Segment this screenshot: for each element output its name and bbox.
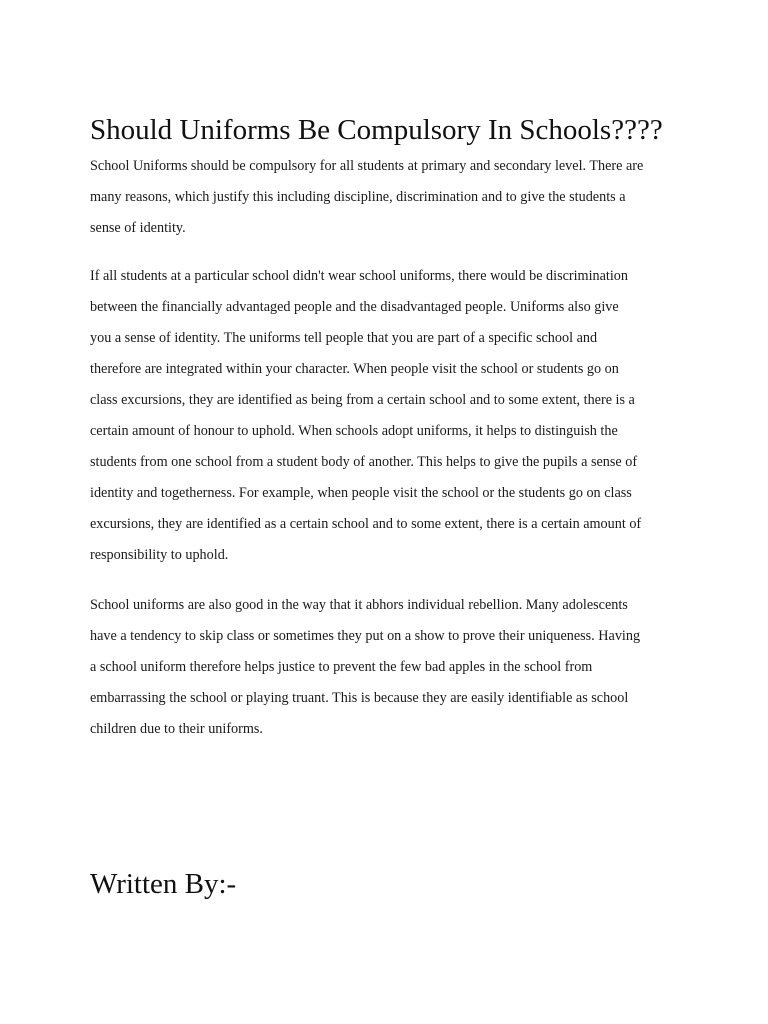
paragraph-discrimination [90,261,690,571]
paragraph-line: therefore are integrated within your character. When people visit the school or students go on [90,361,619,377]
paragraph-line: responsibility to uphold. [90,547,229,563]
paragraph-intro [90,151,690,244]
paragraph-line: you a sense of identity. The uniforms tell people that you are part of a specific school and [90,330,598,346]
paragraph-line: a school uniform therefore helps justice to prevent the few bad apples in the school from [90,659,593,675]
paragraph-line: School uniforms are also good in the way that it abhors individual rebellion. Many adolescents [90,597,628,613]
paragraph-line: class excursions, they are identified as being from a certain school and to some extent, there is a [90,392,635,408]
paragraph-line: School Uniforms should be compulsory for all students at primary and secondary level. There are [90,158,644,174]
paragraph-line: embarrassing the school or playing truant. This is because they are easily identifiable as school [90,690,629,706]
paragraph-line: sense of identity. [90,220,186,236]
signature-heading: Written By:- [90,868,237,900]
paragraph-line: between the financially advantaged people and the disadvantaged people. Uniforms also give [90,299,619,315]
paragraph-line: excursions, they are identified as a certain school and to some extent, there is a certain amount of [90,516,642,532]
paragraph-line: have a tendency to skip class or sometimes they put on a show to prove their uniqueness. Having [90,628,641,644]
paragraph-line: If all students at a particular school didn't wear school uniforms, there would be discrimination [90,268,628,284]
paragraph-line: students from one school from a student body of another. This helps to give the pupils a sense of [90,454,638,470]
paragraph-line: identity and togetherness. For example, when people visit the school or the students go on class [90,485,632,501]
document-title: Should Uniforms Be Compulsory In Schools???? [90,114,663,146]
paragraph-line: many reasons, which justify this including discipline, discrimination and to give the students a [90,189,626,205]
paragraph-line: certain amount of honour to uphold. When schools adopt uniforms, it helps to distinguish the [90,423,618,439]
paragraph-rebellion [90,590,690,745]
paragraph-line: children due to their uniforms. [90,721,263,737]
